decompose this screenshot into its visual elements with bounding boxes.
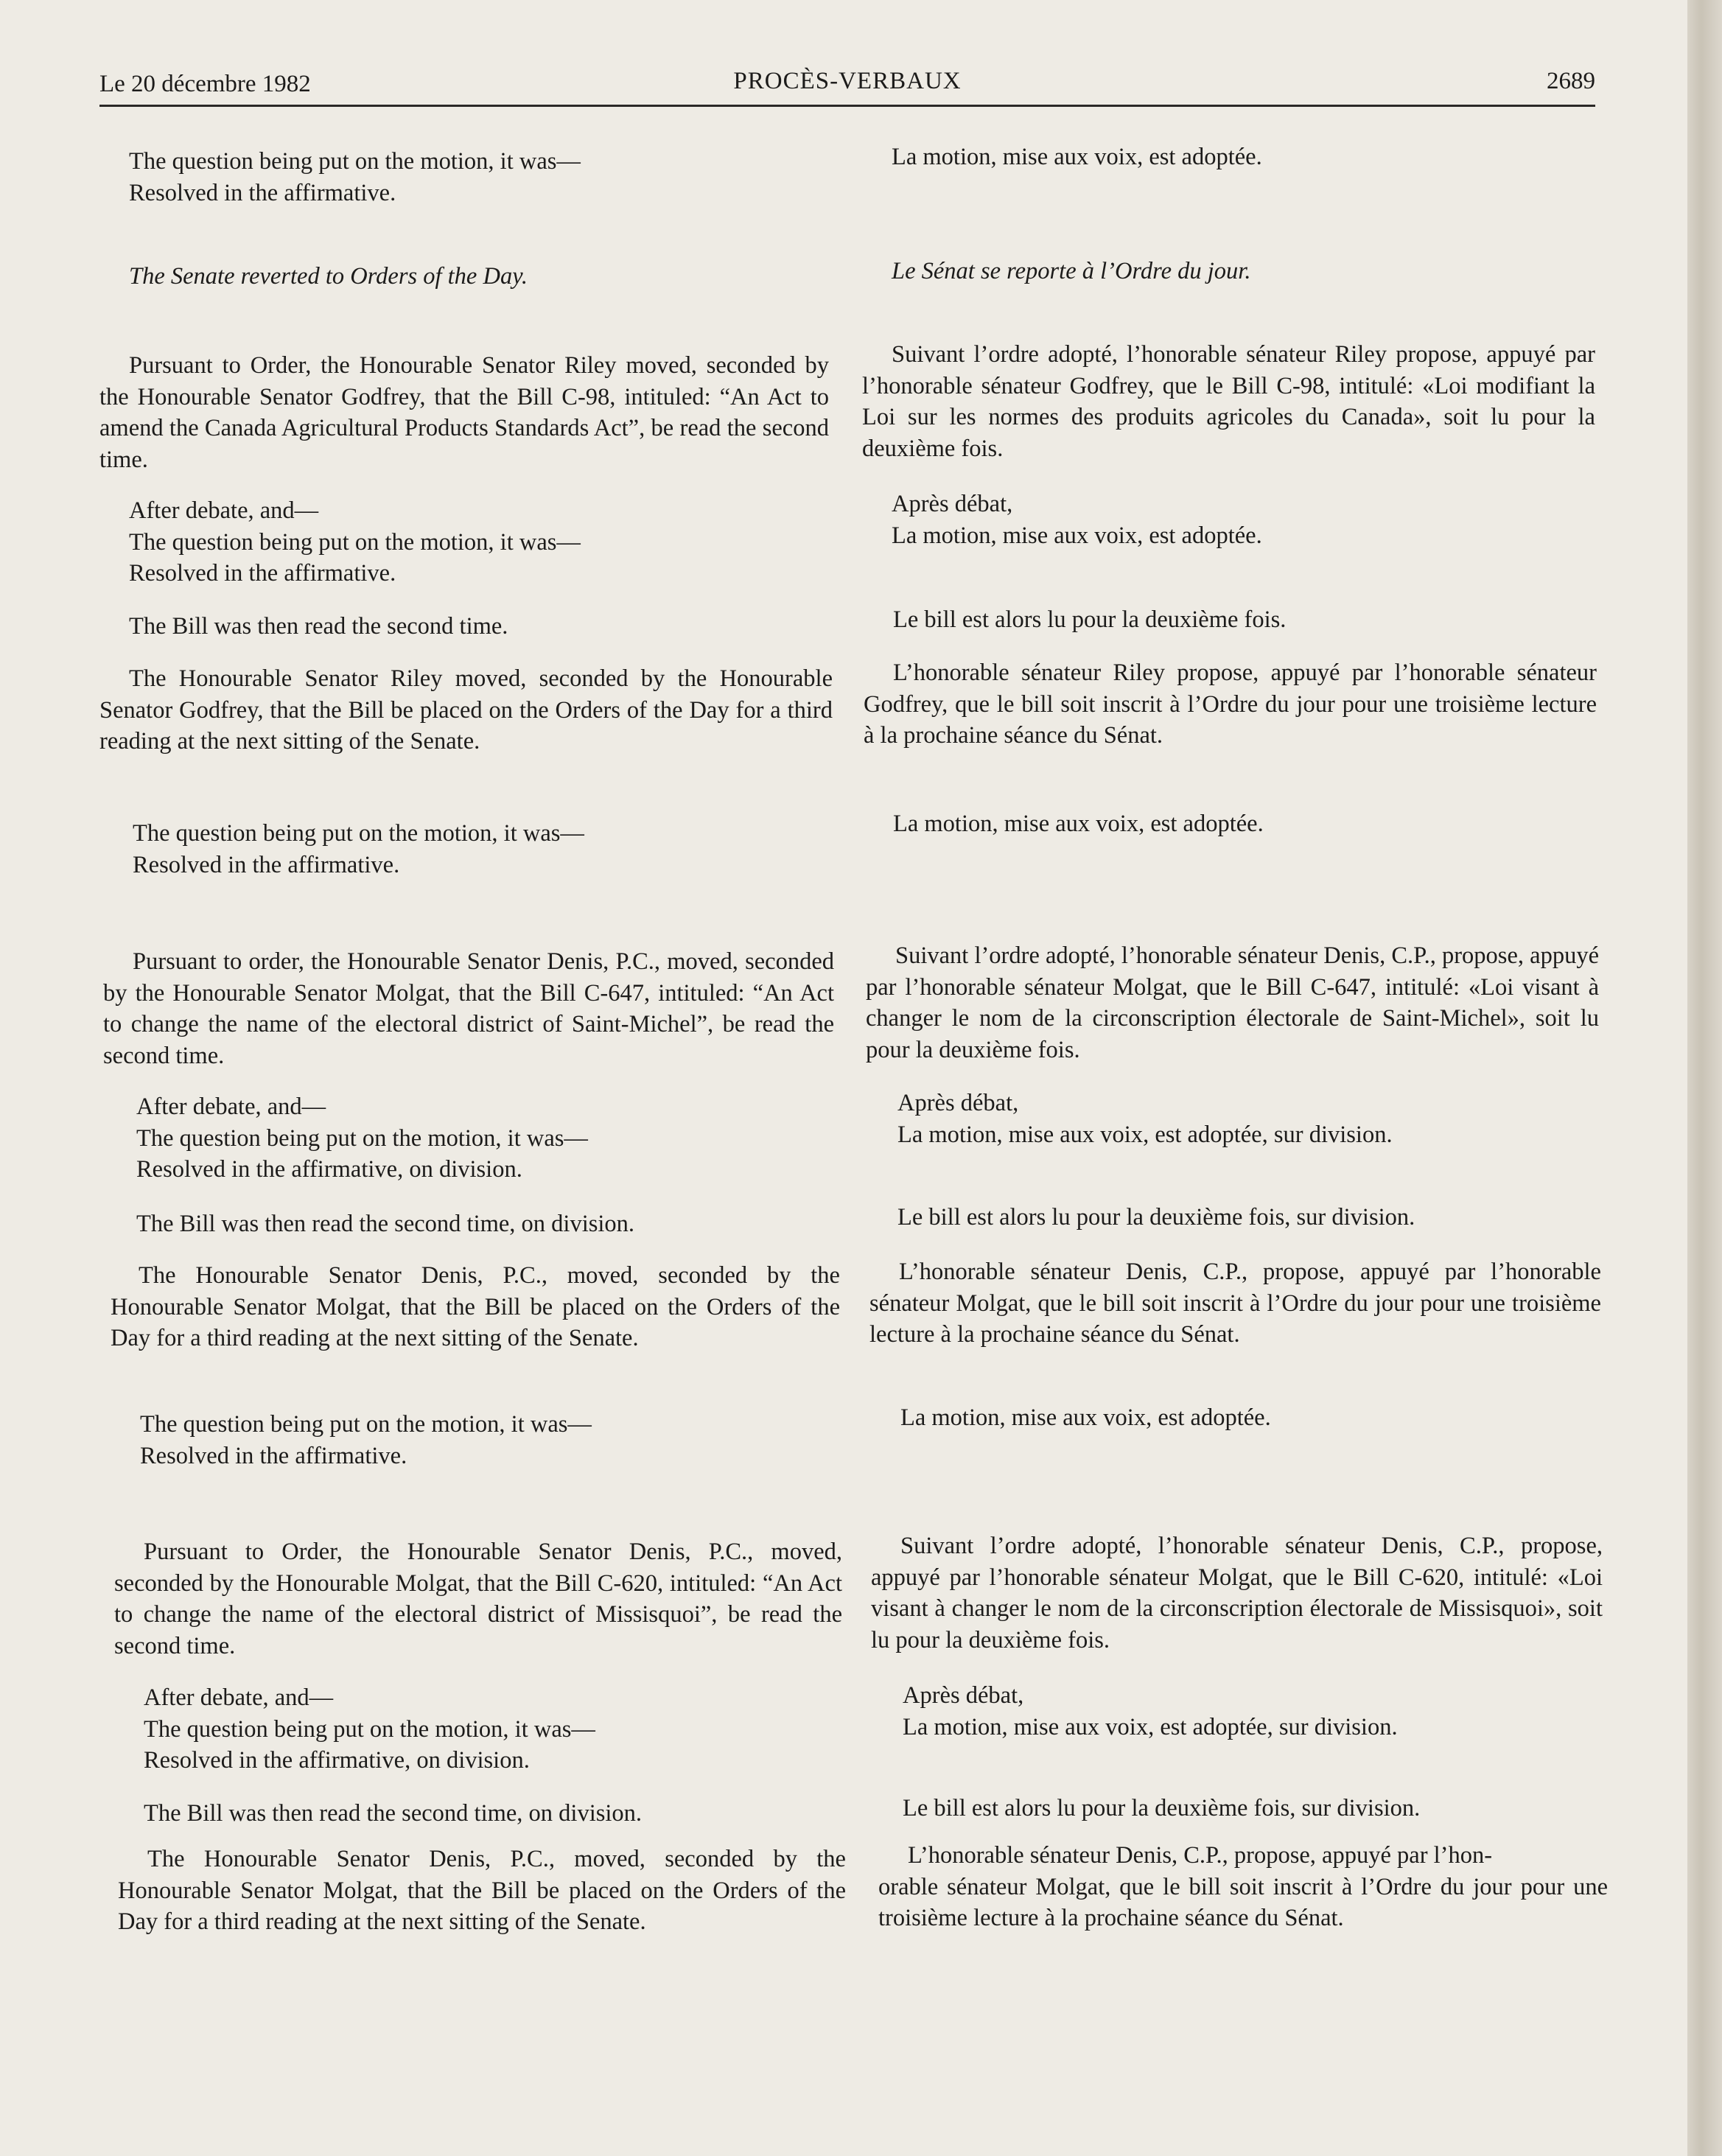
paragraph: L’honorable sénateur Denis, C.P., propose, appuyé par l’honorable sénateur Molgat, que le bill soit inscrit à l’Ordre du jour pour une troisième lecture à la prochaine séance du Sénat.	[869, 1259, 1601, 1348]
paragraph: The question being put on the motion, it was— Resolved in the affirmative.	[133, 820, 584, 878]
paragraph: The question being put on the motion, it was— Resolved in the affirmative.	[140, 1411, 592, 1469]
header-title: PROCÈS-VERBAUX	[733, 68, 962, 94]
paragraph: The Honourable Senator Riley moved, seconded by the Honourable Senator Godfrey, that the Bill be placed on the Orders of the Day for a third reading at the next sitting of the Senate.	[99, 665, 833, 755]
paragraph: Après débat, La motion, mise aux voix, est adoptée.	[892, 491, 1262, 549]
header-date: Le 20 décembre 1982	[99, 71, 311, 97]
page-edge	[1687, 0, 1722, 2156]
paragraph: Le bill est alors lu pour la deuxième fois, sur division.	[897, 1204, 1415, 1231]
paragraph: After debate, and— The question being put on the motion, it was— Resolved in the affirmative.	[129, 497, 581, 587]
paragraph: La motion, mise aux voix, est adoptée.	[892, 144, 1262, 170]
paragraph: Le Sénat se reporte à l’Ordre du jour.	[892, 258, 1251, 284]
paragraph: After debate, and— The question being put on the motion, it was— Resolved in the affirmative, on division.	[144, 1684, 595, 1774]
paragraph: Le bill est alors lu pour la deuxième fois, sur division.	[903, 1795, 1421, 1821]
page-header	[99, 68, 1595, 107]
paragraph: Suivant l’ordre adopté, l’honorable sénateur Riley propose, appuyé par l’honorable sénateur Godfrey, que le Bill C-98, intitulé: «Loi modifiant la Loi sur les normes des produits agricoles du Canada», soit lu pour la deuxième fois.	[862, 341, 1595, 462]
paragraph: La motion, mise aux voix, est adoptée.	[893, 811, 1264, 837]
paragraph: Après débat, La motion, mise aux voix, est adoptée, sur division.	[903, 1682, 1398, 1740]
paragraph: Suivant l’ordre adopté, l’honorable sénateur Denis, C.P., propose, appuyé par l’honorable sénateur Molgat, que le Bill C-620, intitulé: «Loi visant à changer le nom de la circonscription électorale de Missisquoi», soit lu pour la deuxième fois.	[871, 1533, 1603, 1653]
paragraph: Le bill est alors lu pour la deuxième fois.	[893, 606, 1287, 633]
paragraph: L’honorable sénateur Riley propose, appuyé par l’honorable sénateur Godfrey, que le bill soit inscrit à l’Ordre du jour pour une troisième lecture à la prochaine séance du Sénat.	[864, 659, 1597, 749]
paragraph: The Honourable Senator Denis, P.C., moved, seconded by the Honourable Senator Molgat, that the Bill be placed on the Orders of the Day for a third reading at the next sitting of the Senate.	[118, 1846, 846, 1935]
paragraph: The question being put on the motion, it was— Resolved in the affirmative.	[129, 148, 581, 206]
paragraph: The Bill was then read the second time, on division.	[136, 1211, 635, 1237]
paragraph: Après débat, La motion, mise aux voix, est adoptée, sur division.	[897, 1090, 1393, 1148]
paragraph: The Senate reverted to Orders of the Day.	[129, 263, 528, 290]
paragraph: The Honourable Senator Denis, P.C., moved, seconded by the Honourable Senator Molgat, that the Bill be placed on the Orders of the Day for a third reading at the next sitting of the Senate.	[111, 1262, 840, 1351]
paragraph: La motion, mise aux voix, est adoptée.	[900, 1404, 1271, 1431]
paragraph: The Bill was then read the second time, on division.	[144, 1800, 643, 1827]
page-number: 2689	[1547, 68, 1595, 94]
paragraph: After debate, and— The question being put on the motion, it was— Resolved in the affirmative, on division.	[136, 1093, 588, 1183]
paragraph: Pursuant to order, the Honourable Senator Denis, P.C., moved, seconded by the Honourable Senator Molgat, that the Bill C-647, intituled: “An Act to change the name of the electoral district of Saint-Michel”, be read the second time.	[103, 948, 834, 1069]
paragraph: The Bill was then read the second time.	[129, 613, 508, 640]
paragraph: Pursuant to Order, the Honourable Senator Riley moved, seconded by the Honourable Senator Godfrey, that the Bill C-98, intituled: “An Act to amend the Canada Agricultural Products Standards Act”, be read the second time.	[99, 352, 829, 473]
paragraph: Suivant l’ordre adopté, l’honorable sénateur Denis, C.P., propose, appuyé par l’honorable sénateur Molgat, que le Bill C-647, intitulé: «Loi visant à changer le nom de la circonscription électorale de Saint-Michel», soit lu pour la deuxième fois.	[866, 942, 1599, 1063]
paragraph: L’honorable sénateur Denis, C.P., propose, appuyé par l’hon- orable sénateur Molgat, que le bill soit inscrit à l’Ordre du jour pour une troisième lecture à la prochaine séance du Sénat.	[878, 1842, 1608, 1931]
paragraph: Pursuant to Order, the Honourable Senator Denis, P.C., moved, seconded by the Honourable Molgat, that the Bill C-620, intituled: “An Act to change the name of the electoral district of Missisquoi”, be read the second time.	[114, 1539, 842, 1659]
